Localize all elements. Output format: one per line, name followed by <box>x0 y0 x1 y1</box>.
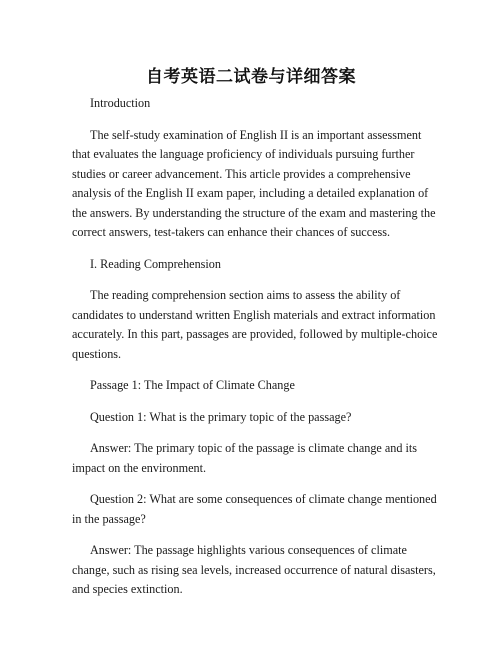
section-heading-introduction: Introduction <box>90 96 151 110</box>
document-body <box>72 94 438 612</box>
section-heading-reading: I. Reading Comprehension <box>90 256 221 271</box>
paragraph-introduction: The self-study examination of English II is an important assessment that evaluates the language proficiency of individuals pursuing further studies or career advancement. This article provides a comprehensive analysis of the English II exam paper, including a detailed explanation of the answers. By understanding the structure of the exam and mastering the correct answers, test-takers can enhance their chances of success. <box>72 127 436 239</box>
answer-1: Answer: The primary topic of the passage is climate change and its impact on the environment. <box>72 441 418 475</box>
document-title: 自考英语二试卷与详细答案 <box>146 67 356 87</box>
passage-title: Passage 1: The Impact of Climate Change <box>90 378 295 392</box>
question-1: Question 1: What is the primary topic of the passage? <box>90 409 352 424</box>
answer-2: Answer: The passage highlights various consequences of climate change, such as rising sea levels, increased occurrence of natural disasters, and species extinction. <box>72 543 436 596</box>
question-2: Question 2: What are some consequences of climate change mentioned in the passage? <box>72 492 437 526</box>
paragraph-reading-description: The reading comprehension section aims to assess the ability of candidates to understand written English materials and extract information accurately. In this part, passages are provided, followed by multiple-choice questions. <box>72 288 438 361</box>
